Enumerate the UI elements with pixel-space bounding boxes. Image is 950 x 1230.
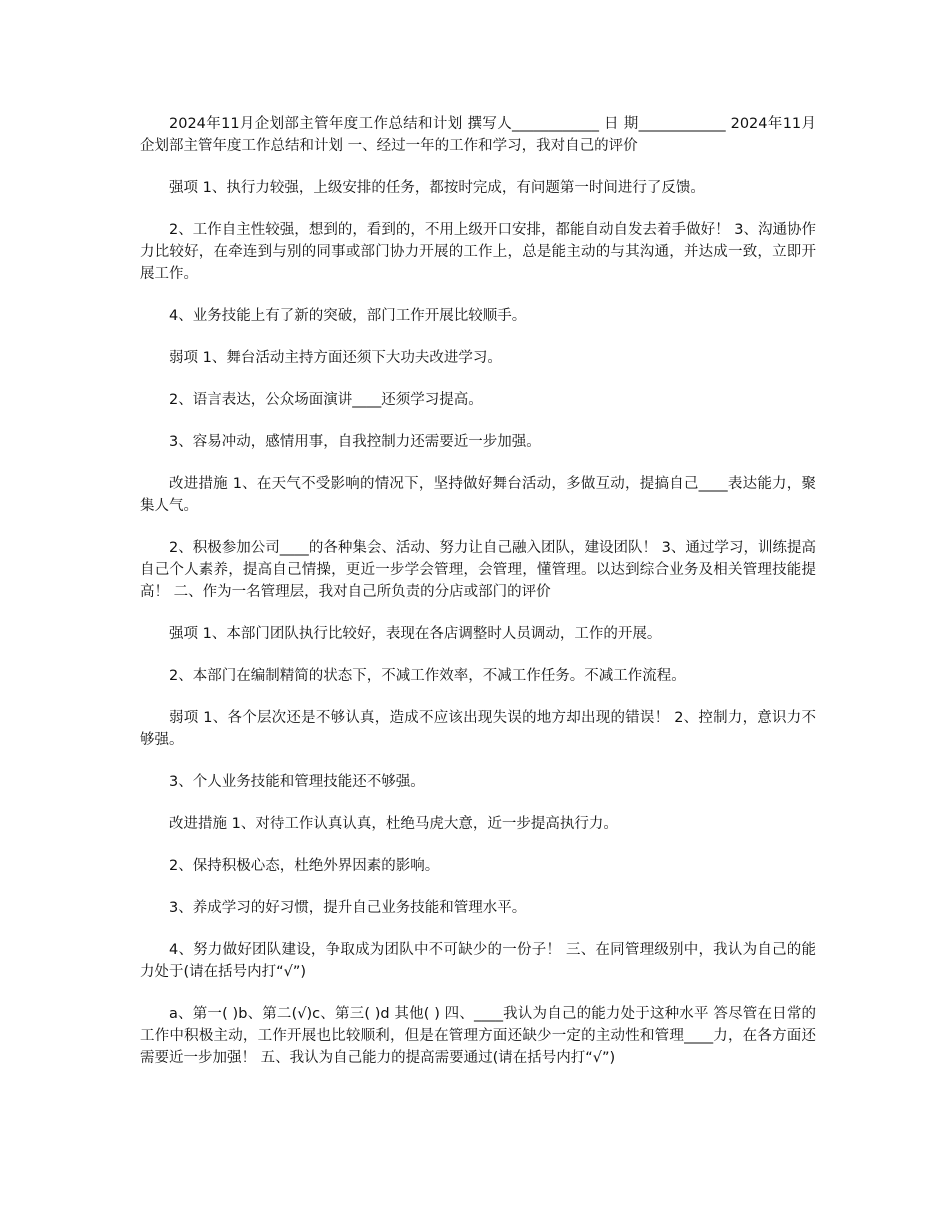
paragraph-dept-weakness-1-2: 弱项 1、各个层次还是不够认真，造成不应该出现失误的地方却出现的错误！ 2、控制力，意识力不够强。 (140, 710, 816, 748)
paragraph-dept-improvement-2: 2、保持积极心态，杜绝外界因素的影响。 (169, 858, 440, 874)
document-body (140, 113, 816, 1069)
paragraph-strength-2-3: 2、工作自主性较强，想到的，看到的，不用上级开口安排，都能自动自发去着手做好！ 3、沟通协作力比较好，在牵连到与别的同事或部门协力开展的工作上，总是能主动的与其沟通，并达成一致，立即开展工作。 (140, 222, 816, 282)
paragraph-weakness-3: 3、容易冲动，感情用事，自我控制力还需要近一步加强。 (169, 434, 541, 450)
paragraph-dept-improvement-3: 3、养成学习的好习惯，提升自己业务技能和管理水平。 (169, 900, 527, 916)
paragraph-dept-strength-1: 强项 1、本部门团队执行比较好，表现在各店调整时人员调动，工作的开展。 (169, 626, 662, 642)
paragraph-title-intro: 2024年11月企划部主管年度工作总结和计划 撰写人____________ 日 期____________ 2024年11月企划部主管年度工作总结和计划 一、经过一年的工作和学习，我对自己的评价 (140, 116, 816, 154)
paragraph-improvement-1: 改进措施 1、在天气不受影响的情况下，坚持做好舞台活动，多做互动，提搞自己____表达能力，聚集人气。 (140, 476, 816, 514)
paragraph-dept-improvement-4: 4、努力做好团队建设，争取成为团队中不可缺少的一份子！ 三、在同管理级别中，我认为自己的能力处于(请在括号内打“√”) (140, 942, 816, 980)
paragraph-weakness-2: 2、语言表达，公众场面演讲____还须学习提高。 (169, 392, 483, 408)
paragraph-dept-strength-2: 2、本部门在编制精简的状态下，不减工作效率，不减工作任务。不减工作流程。 (169, 668, 686, 684)
paragraph-strength-1: 强项 1、执行力较强，上级安排的任务，都按时完成，有问题第一时间进行了反馈。 (169, 180, 705, 196)
paragraph-strength-4: 4、业务技能上有了新的突破，部门工作开展比较顺手。 (169, 308, 527, 324)
paragraph-rating-section: a、第一( )b、第二(√)c、第三( )d 其他( ) 四、____我认为自己的能力处于这种水平 答尽管在日常的工作中积极主动，工作开展也比较顺利，但是在管理方面还缺少一定的主动性和管理____力，在各方面还需要近一步加强！ 五、我认为自己能力的提高需要通过(请在括号内打“√”) (140, 1006, 816, 1066)
paragraph-improvement-2-3: 2、积极参加公司____的各种集会、活动、努力让自己融入团队，建设团队！ 3、通过学习，训练提高自己个人素养，提高自己情操，更近一步学会管理，会管理，懂管理。以达到综合业务及相关管理技能提高！ 二、作为一名管理层，我对自己所负责的分店或部门的评价 (140, 540, 816, 600)
paragraph-weakness-1: 弱项 1、舞台活动主持方面还须下大功夫改进学习。 (169, 350, 502, 366)
paragraph-dept-weakness-3: 3、个人业务技能和管理技能还不够强。 (169, 774, 425, 790)
paragraph-dept-improvement-1: 改进措施 1、对待工作认真认真，杜绝马虎大意，近一步提高执行力。 (169, 816, 618, 832)
